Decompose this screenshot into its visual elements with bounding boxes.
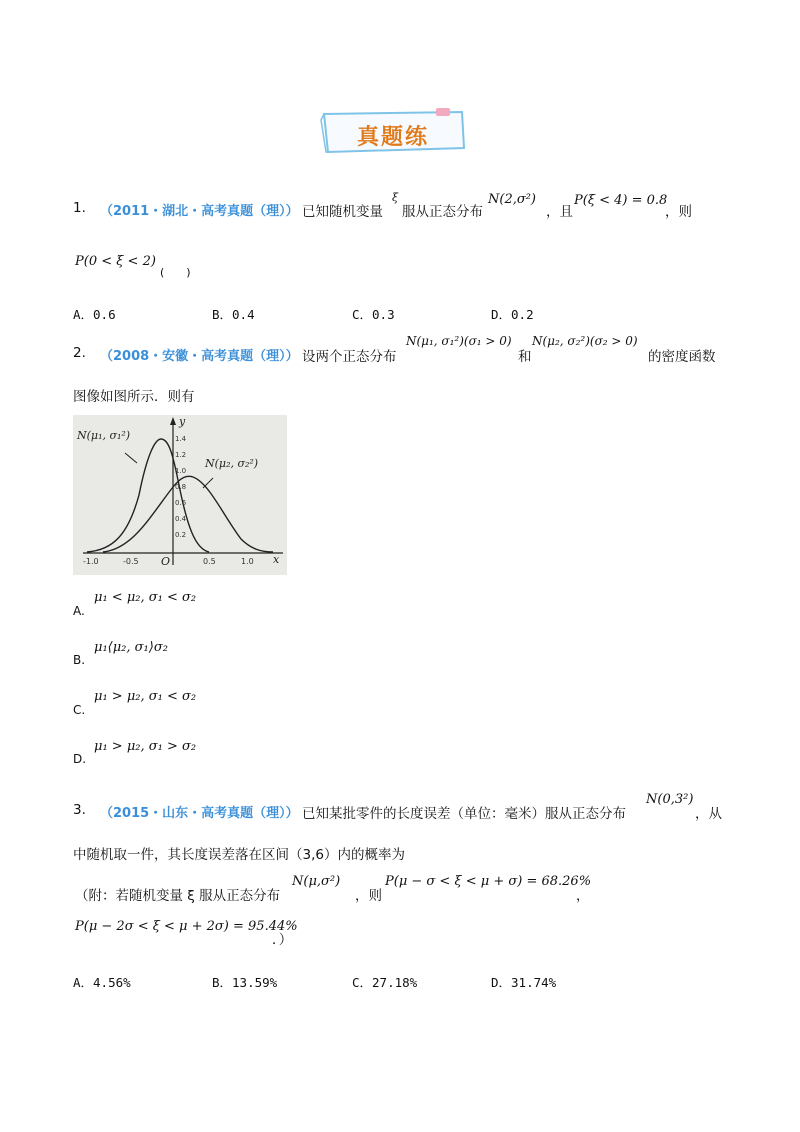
option-c: C．0.3 xyxy=(352,307,395,322)
math-expression: P(μ − σ < ξ < μ + σ) = 68.26% xyxy=(385,874,592,889)
y-tick-label: 0.6 xyxy=(175,499,187,507)
x-axis-label: x xyxy=(273,553,280,566)
y-tick-label: 0.2 xyxy=(175,531,187,539)
math-expression: P(0 < ξ < 2) xyxy=(75,254,156,269)
origin-label: O xyxy=(161,555,171,568)
y-tick-label: 1.0 xyxy=(175,467,187,475)
question-text: ，从 xyxy=(695,806,722,822)
option-b: B．13.59% xyxy=(212,975,278,990)
question-number: 2. xyxy=(73,345,86,361)
math-expression: N(μ₂, σ₂²)(σ₂ > 0) xyxy=(532,334,638,348)
question-text: ，则 xyxy=(355,888,382,904)
math-expression: N(0,3²) xyxy=(646,792,694,807)
y-tick-label: 1.4 xyxy=(175,435,187,443)
question-note: （附：若随机变量 ξ 服从正态分布 xyxy=(75,888,281,904)
question-number: 1. xyxy=(73,200,86,216)
question-source: （2008・安徽・高考真题（理）） xyxy=(100,349,299,364)
option-d-letter: D. xyxy=(73,752,87,766)
y-tick-label: 1.2 xyxy=(175,451,187,459)
option-c: μ₁ > μ₂, σ₁ < σ₂ xyxy=(94,689,197,704)
question-number: 3. xyxy=(73,802,86,818)
math-expression: P(μ − 2σ < ξ < μ + 2σ) = 95.44% xyxy=(75,919,298,934)
option-a: A．4.56% xyxy=(73,975,131,990)
question-text: ， xyxy=(576,888,590,904)
option-d: μ₁ > μ₂, σ₁ > σ₂ xyxy=(94,739,197,754)
question-text: 图像如图所示．则有 xyxy=(73,389,195,405)
math-expression: N(μ,σ²) xyxy=(292,874,341,889)
option-a: μ₁ < μ₂, σ₁ < σ₂ xyxy=(94,590,197,605)
math-symbol: ξ xyxy=(392,191,399,204)
question-text: 设两个正态分布 xyxy=(302,349,397,365)
x-tick-label: -1.0 xyxy=(83,557,99,566)
answer-blank: ( ) xyxy=(160,266,191,279)
y-axis-arrow xyxy=(170,417,176,425)
question-source: （2011・湖北・高考真题（理）） xyxy=(100,204,299,219)
x-tick-label: -0.5 xyxy=(123,557,139,566)
curve-1 xyxy=(87,439,209,552)
question-text: 服从正态分布 xyxy=(402,204,483,220)
math-expression: P(ξ < 4) = 0.8 xyxy=(574,193,668,208)
normal-distribution-figure xyxy=(73,415,287,575)
y-tick-label: 0.8 xyxy=(175,483,187,491)
question-text: 的密度函数 xyxy=(648,349,716,365)
math-expression: N(2,σ²) xyxy=(488,192,537,207)
option-d: D．31.74% xyxy=(491,975,557,990)
option-b: μ₁⟨μ₂, σ₁⟩σ₂ xyxy=(94,640,168,655)
math-expression: N(μ₁, σ₁²)(σ₁ > 0) xyxy=(406,334,512,348)
title-banner xyxy=(318,108,468,158)
page-title: 真题练 xyxy=(356,124,429,150)
question-text: ，则 xyxy=(665,204,692,220)
question-text: ，且 xyxy=(546,204,573,220)
option-c-letter: C. xyxy=(73,703,86,717)
question-text: 中随机取一件，其长度误差落在区间（3,6）内的概率为 xyxy=(73,847,405,863)
option-d: D．0.2 xyxy=(491,307,534,322)
y-tick-label: 0.4 xyxy=(175,515,187,523)
question-text: 已知随机变量 xyxy=(302,204,383,220)
question-text: 已知某批零件的长度误差（单位：毫米）服从正态分布 xyxy=(302,806,626,822)
y-axis-label: y xyxy=(179,415,186,428)
leader-line-1 xyxy=(125,453,137,463)
curve-2-label: N(μ₂, σ₂²) xyxy=(205,457,259,470)
curve-1-label: N(μ₁, σ₁²) xyxy=(77,429,131,442)
leader-line-2 xyxy=(203,478,213,488)
option-b-letter: B. xyxy=(73,653,86,667)
question-source: （2015・山东・高考真题（理）） xyxy=(100,806,299,821)
option-a: A．0.6 xyxy=(73,307,116,322)
question-text: 和 xyxy=(518,349,532,365)
x-tick-label: 1.0 xyxy=(241,557,254,566)
option-a-letter: A. xyxy=(73,604,85,618)
x-tick-label: 0.5 xyxy=(203,557,216,566)
curve-2 xyxy=(103,476,273,552)
option-b: B．0.4 xyxy=(212,307,255,322)
question-text: ．） xyxy=(272,932,293,948)
option-c: C．27.18% xyxy=(352,975,418,990)
